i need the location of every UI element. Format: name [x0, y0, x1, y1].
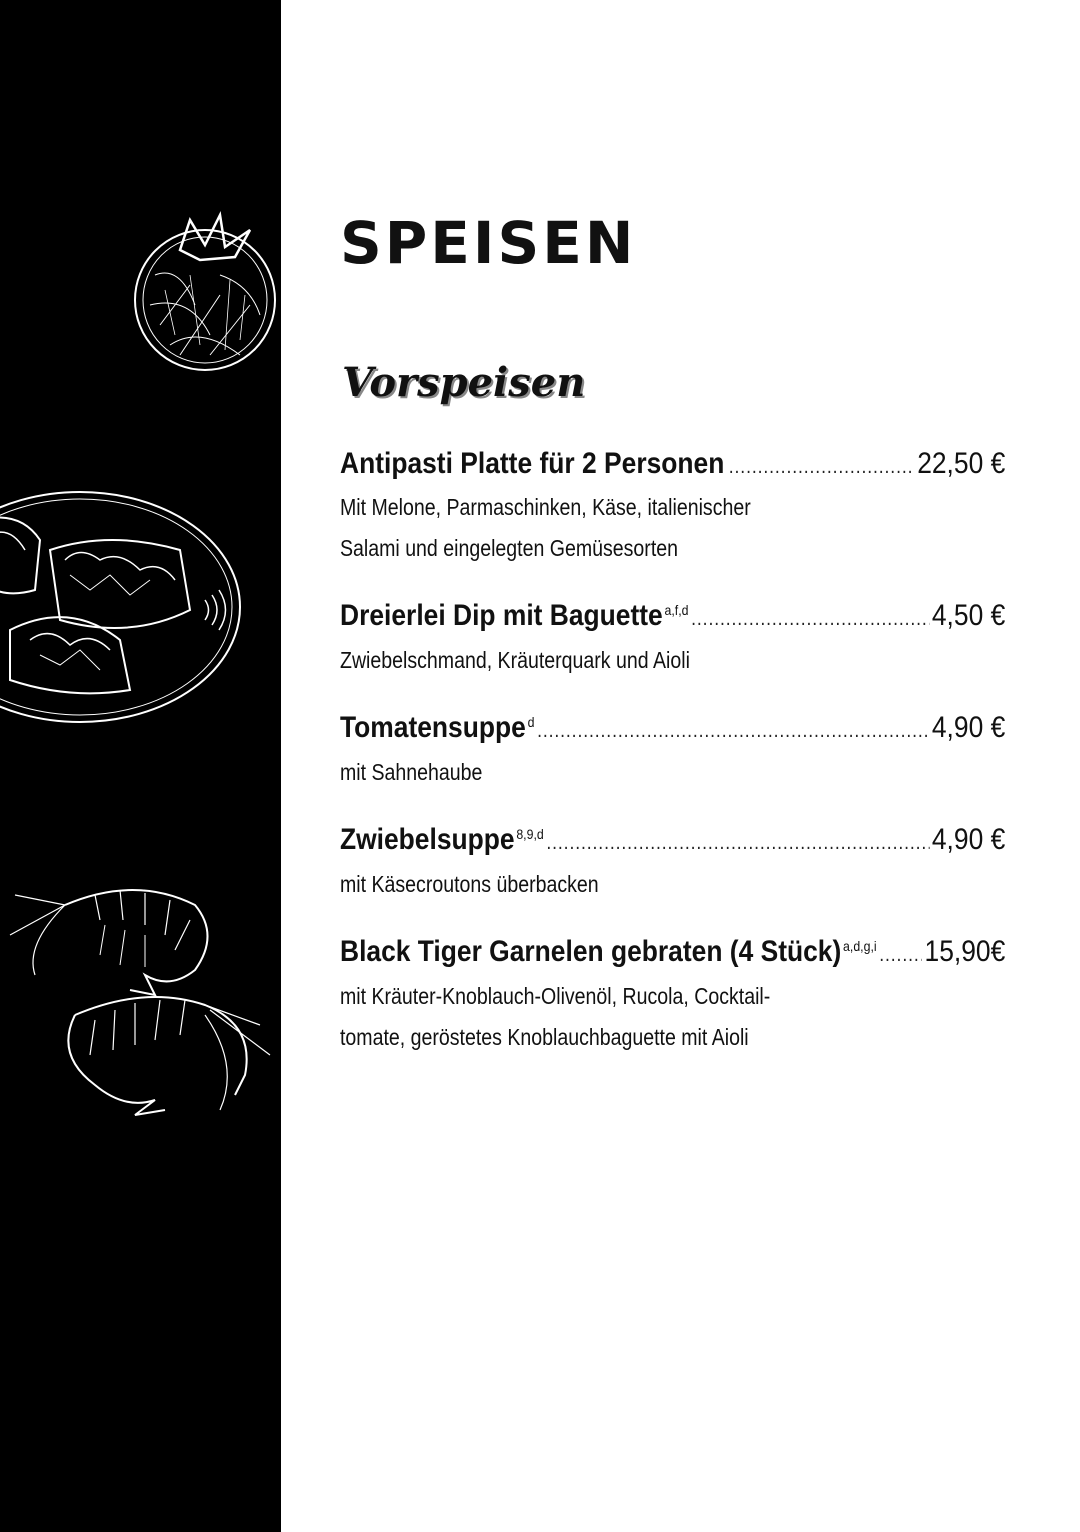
page-title: SPEISEN	[340, 209, 637, 277]
item-name: Tomatensuppe	[340, 711, 526, 744]
menu-item	[340, 820, 1005, 905]
description-line: Zwiebelschmand, Kräuterquark und Aioli	[340, 647, 690, 673]
item-description	[340, 864, 816, 905]
item-description	[340, 976, 816, 1058]
leader-dots	[879, 932, 922, 975]
item-name: Zwiebelsuppe	[340, 823, 515, 856]
bruschetta-plate-sketch-icon	[0, 480, 250, 730]
item-price: 4,90 €	[931, 711, 1006, 744]
section-heading: Vorspeisen	[342, 359, 586, 406]
menu-item	[340, 708, 1005, 793]
menu-item	[340, 596, 1005, 681]
description-line: mit Sahnehaube	[340, 759, 483, 785]
leader-dots	[546, 820, 929, 863]
allergen-codes: a,d,g,i	[843, 938, 877, 954]
item-description	[340, 487, 816, 569]
description-line: mit Käsecroutons überbacken	[340, 871, 599, 897]
description-line: Salami und eingelegten Gemüsesorten	[340, 535, 678, 561]
item-name: Antipasti Platte für 2 Personen	[340, 447, 725, 480]
description-line: mit Kräuter-Knoblauch-Olivenöl, Rucola, Cocktail-	[340, 983, 771, 1009]
leader-dots	[691, 596, 929, 639]
menu-list	[340, 444, 1005, 1085]
item-description	[340, 640, 816, 681]
leader-dots	[537, 708, 929, 751]
sidebar-panel	[0, 0, 281, 1532]
menu-item	[340, 444, 1005, 569]
item-name: Black Tiger Garnelen gebraten (4 Stück)	[340, 935, 842, 968]
menu-item	[340, 932, 1005, 1058]
item-price: 4,50 €	[931, 599, 1006, 632]
item-price: 4,90 €	[931, 823, 1006, 856]
allergen-codes: 8,9,d	[516, 826, 544, 842]
item-price: 22,50 €	[917, 447, 1006, 480]
tomato-sketch-icon	[120, 205, 281, 380]
item-description	[340, 752, 816, 793]
item-price: 15,90€	[924, 935, 1006, 968]
shrimp-sketch-icon	[5, 875, 275, 1125]
description-line: tomate, geröstetes Knoblauchbaguette mit Aioli	[340, 1024, 749, 1050]
item-name: Dreierlei Dip mit Baguette	[340, 599, 663, 632]
allergen-codes: d	[527, 714, 535, 730]
description-line: Mit Melone, Parmaschinken, Käse, italienischer	[340, 494, 751, 520]
leader-dots	[729, 444, 915, 487]
allergen-codes: a,f,d	[664, 602, 689, 618]
